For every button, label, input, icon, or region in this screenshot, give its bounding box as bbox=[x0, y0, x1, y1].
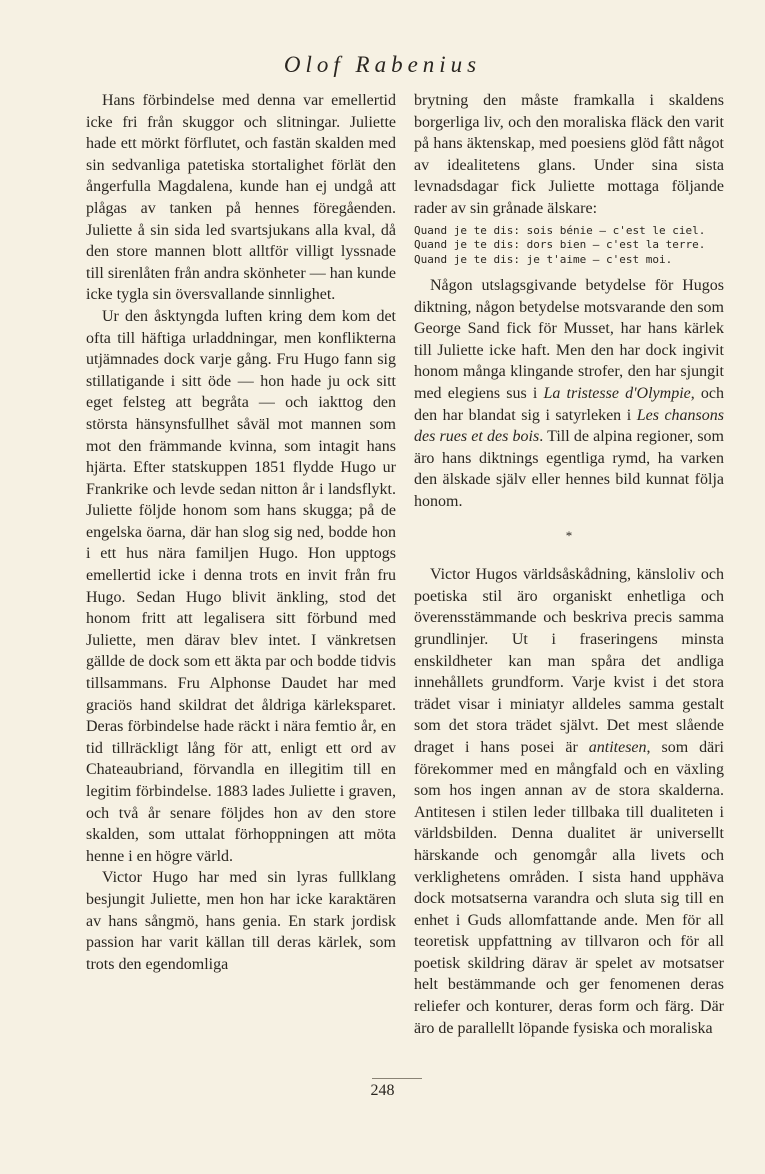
text-run: Victor Hugos världsåskådning, känsloliv och poetiska stil äro organiskt enhetliga och överensstämmande och beskriva precis samma grundlinjer. Ut i fraseringens minsta enskildheter kan man spåra det andliga innehållets grundform. Varje kvist i det stora trädet visar i miniatyr alldeles samma gestalt som det stora trädet självt. Det mest slående draget i hans posei är bbox=[414, 566, 724, 756]
paragraph: Ur den åsktyngda luften kring dem kom det ofta till häftiga urladdningar, men konflikterna utjämnades dock varje gång. Fru Hugo fann sig stillatigande i sitt öde — hon hade ju ock sitt eget felsteg att begråta — och iakttog den största hänsynsfullhet såväl mot mannen som mot den främmande kvinna, som intagit hans hjärta. Efter statskuppen 1851 flydde Hugo ur Frankrike och levde sedan nitton år i landsflykt. Juliette följde honom som hans skugga; på de engelska öarna, där han slog sig ned, bodde hon i ett hus nära familjen Hugo. Hon upptogs emellertid icke i denna trots en invit från fru Hugo. Sedan Hugo blivit änkling, stod det honom fritt att legalisera sitt förbund med Juliette, men därav blev intet. I vänkretsen gällde de dock som ett äkta par och bodde tidvis tillsammans. Fru Alphonse Daudet har med graciös hand skildrat det åldriga kärleksparet. Deras förbindelse hade räckt i nära femtio år, en tid tillräckligt lång för att, enligt ett ord av Chateaubriand, förvandla en illegitim till en legitim förbindelse. 1883 lades Juliette i graven, och två år senare följdes hon av den store skalden, som uttalat förhoppningen att möta henne i en högre värld. bbox=[86, 307, 396, 865]
poem-line: Quand je te dis: je t'aime — c'est moi. bbox=[414, 252, 673, 266]
paragraph bbox=[414, 275, 724, 513]
poem-line: Quand je te dis: dors bien — c'est la terre. bbox=[414, 238, 706, 252]
text-run: Någon utslagsgivande betydelse för Hugos diktning, någon betydelse motsvarande den som George Sand fick för Musset, har hans kärlek till Juliette icke haft. Men den har dock ingivit honom många klingande strofer, den har sjungit med elegiens sus i bbox=[414, 277, 724, 403]
folio-rule bbox=[372, 1078, 422, 1079]
text-run: . Till de alpina regioner, som äro hans diktnings egentliga rymd, ha varken den älskade själv eller hennes bild kunnat följa honom. bbox=[414, 428, 724, 510]
poem-line: Quand je te dis: sois bénie — c'est le ciel. bbox=[414, 223, 706, 237]
paragraph: Victor Hugo har med sin lyras fullklang besjungit Juliette, men hon har icke karaktären av hans sångmö, hans genia. En stark jordisk passion har varit källan till deras kärlek, som trots den egendomliga bbox=[86, 869, 396, 973]
paragraph bbox=[414, 564, 724, 1039]
right-column bbox=[414, 90, 724, 1039]
work-title: Les chansons des rues et des bois bbox=[414, 406, 725, 446]
text-run: , som däri förekommer med en mångfald och en växling som hos ingen annan av de stora skalderna. Antitesen i stilen leder tillbaka till dualiteten i världsbilden. Denna dualitet är universellt härskande och genomgår alla livets och verklighetens områden. I sista hand upphäva dock motsatserna varandra och sluta sig till en enhet i Guds allomfattande ande. Men för all teoretisk uppfattning av tillvaron och för all poetisk skildring därav är spelet av motsatser helt bestämmande och ger fenomenen deras reliefer och konturer, deras form och färg. Där äro de parallellt löpande fysiska och moraliska bbox=[414, 738, 725, 1037]
paragraph: Hans förbindelse med denna var emellertid icke fri från skuggor och slitningar. Juliette hade ett mörkt förflutet, och fastän skalden med sin sedvanliga patetiska stortalighet förlät den ångerfulla Magdalena, kunde han ej undgå att plågas av tanken på hennes föregåenden. Juliette å sin sida led svartsjukans alla kval, då den store mannen blott alltför villigt lyssnade till sirenlåten från andra skönheter — han kunde icke tygla sin översvallande sinnlighet. bbox=[86, 92, 396, 304]
text-run: , och den har blandat sig i satyrleken i bbox=[414, 385, 725, 424]
poem-quote bbox=[414, 224, 724, 268]
paragraph: brytning den måste framkalla i skaldens borgerliga liv, och den moraliska fläck den varit på hans äktenskap, med poesiens glöd fått något av idealitetens glans. Under sina sista levnadsdagar fick Juliette mottaga följande rader av sin grånade älskare: bbox=[414, 92, 724, 217]
work-title: La tristesse d'Olympie bbox=[543, 385, 691, 403]
running-head: Olof Rabenius bbox=[283, 52, 482, 77]
emphasized-term: antitesen bbox=[588, 738, 647, 756]
left-column bbox=[86, 90, 396, 975]
section-separator: * bbox=[565, 527, 573, 543]
page-number: 248 bbox=[370, 1082, 395, 1099]
